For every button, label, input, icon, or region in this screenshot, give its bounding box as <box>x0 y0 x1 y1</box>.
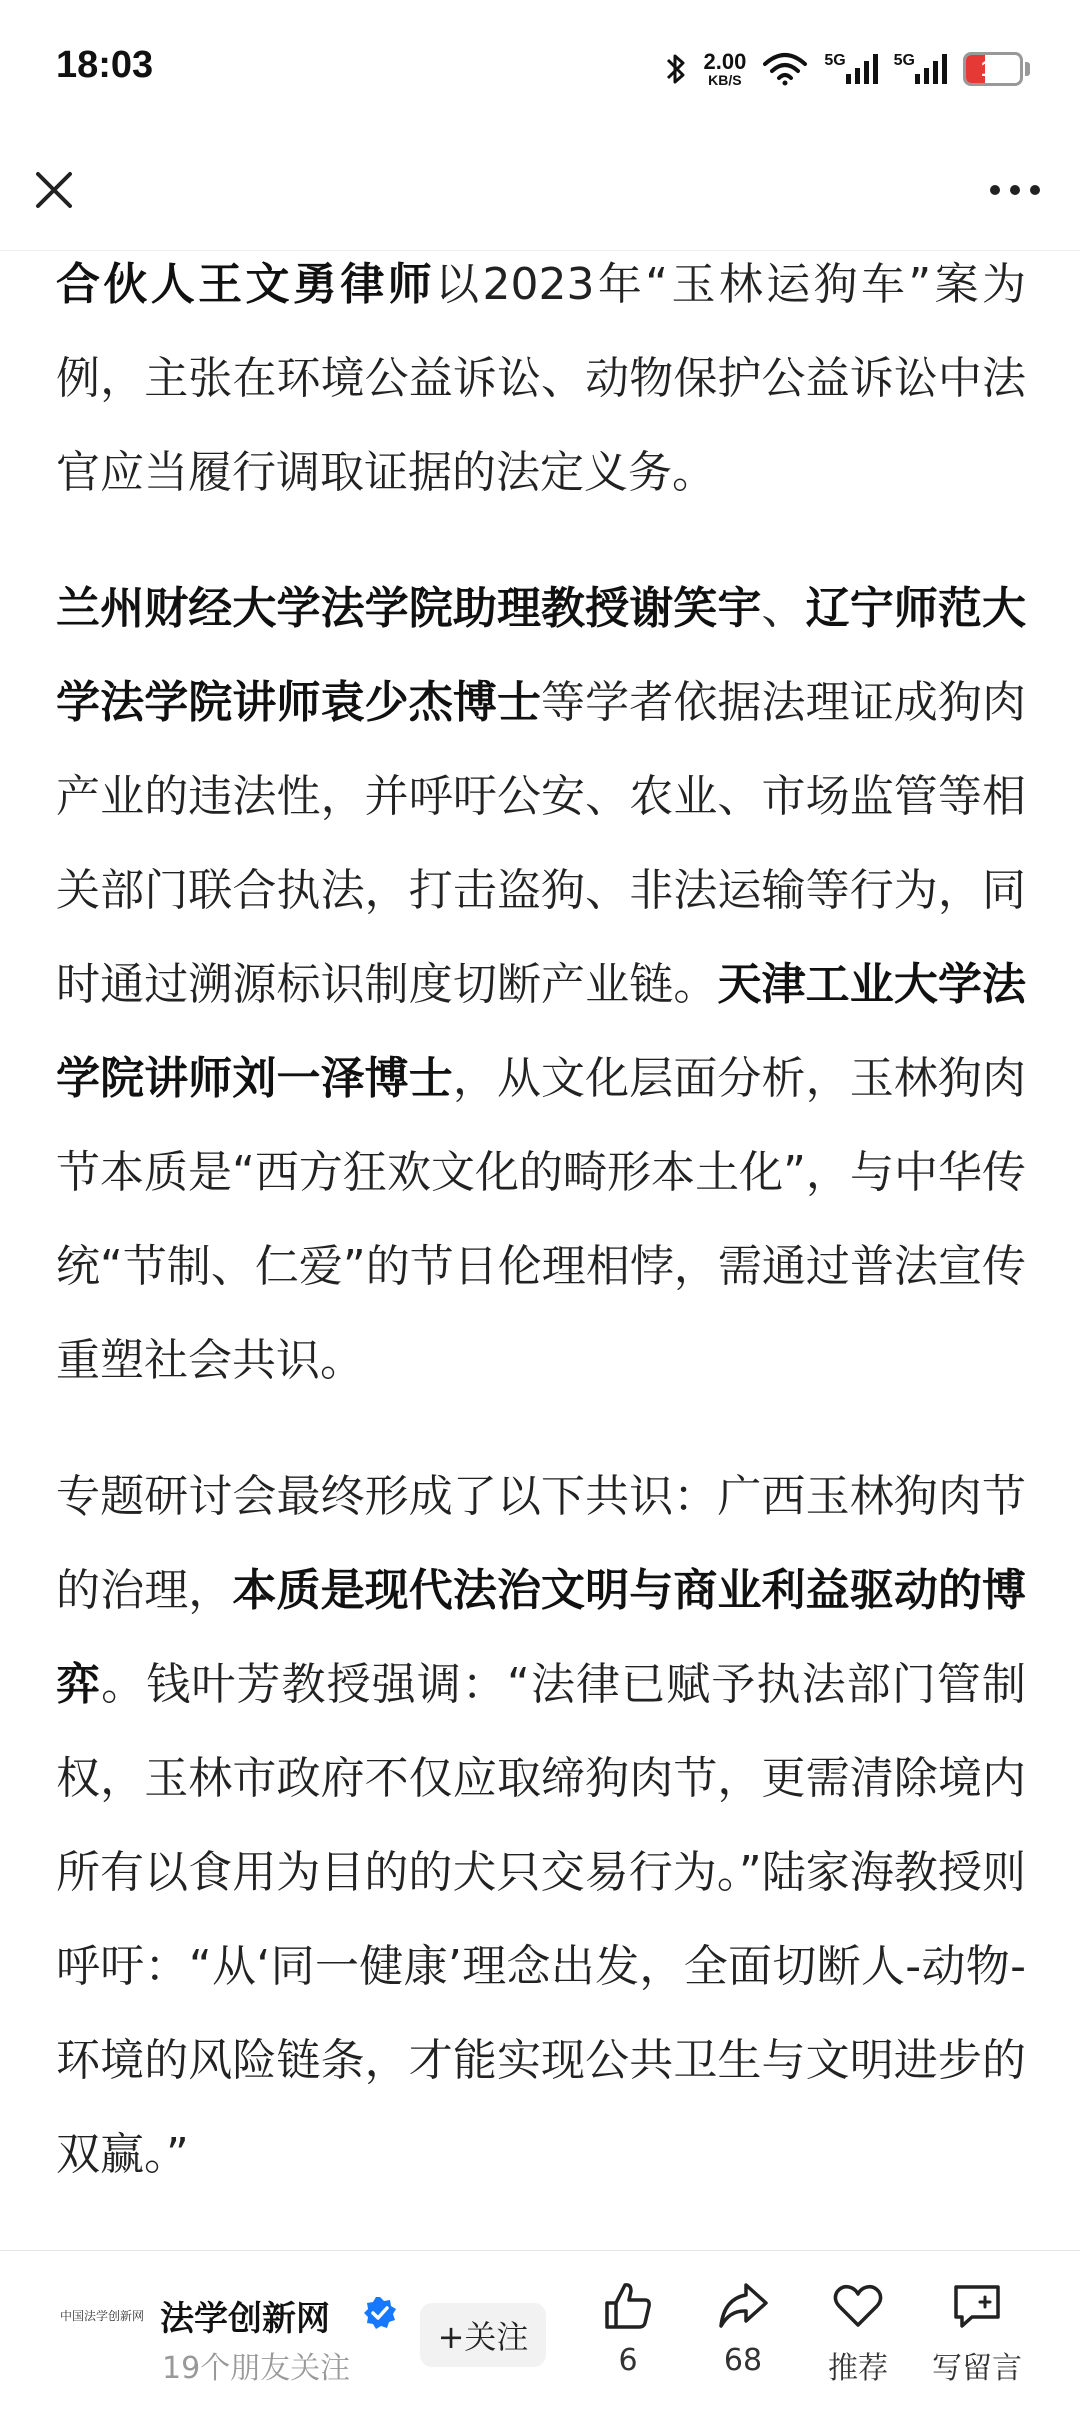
status-time: 18:03 <box>56 44 154 86</box>
paragraph-text: 以2023年“玉林运狗车”案为例，主张在环境公益诉讼、动物保护公益诉讼中法官应当履行调取证据的法定义务。 <box>56 259 1026 498</box>
share-count: 68 <box>723 2343 763 2378</box>
recommend-label: 推荐 <box>828 2351 888 2386</box>
close-button[interactable] <box>26 162 82 218</box>
close-icon <box>34 170 74 210</box>
bold-text: 辽宁师范大学法学院讲师袁少杰博士 <box>56 583 1026 728</box>
signal-5g-icon: 5G <box>824 52 877 86</box>
bold-text: 兰州财经大学法学院助理教授谢笑宇 <box>56 583 762 634</box>
comment-label: 写留言 <box>932 2351 1022 2386</box>
like-button[interactable] <box>573 2279 683 2378</box>
top-bar <box>0 140 1080 251</box>
bold-text: 本质是现代法治文明与商业利益驱动的博弈 <box>56 1565 1026 1710</box>
verified-badge-icon <box>362 2295 398 2331</box>
bottom-action-bar <box>0 2250 1080 2413</box>
wifi-icon <box>762 52 808 86</box>
recommend-button[interactable] <box>803 2279 913 2387</box>
bold-text: 合伙人王文勇律师 <box>56 259 436 310</box>
separator-text: 、 <box>761 583 806 634</box>
paragraph-text: 等学者依据法理证成狗肉产业的违法性，并呼吁公安、农业、市场监管等相关部门联合执法，打击盗狗、非法运输等行为，同时通过溯源标识制度切断产业链。 <box>56 677 1026 1010</box>
share-button[interactable] <box>688 2279 798 2378</box>
account-name[interactable]: 法学创新网 <box>160 2299 330 2339</box>
follow-button[interactable]: +关注 <box>420 2303 546 2367</box>
battery-icon: 12 <box>963 52 1023 86</box>
logo-text: 中国法学创新网 <box>60 2309 145 2323</box>
more-button[interactable] <box>980 162 1050 218</box>
battery-tip <box>1025 62 1030 76</box>
account-logo[interactable] <box>60 2307 150 2337</box>
bluetooth-icon <box>665 51 687 87</box>
like-count: 6 <box>618 2343 638 2378</box>
article-paragraph-3 <box>56 1450 1026 2202</box>
comment-icon <box>950 2279 1004 2333</box>
paragraph-text: 。钱叶芳教授强调：“法律已赋予执法部门管制权，玉林市政府不仅应取缔狗肉节，更需清除境内所有以食用为目的的犬只交易行为。”陆家海教授则呼吁：“从‘同一健康’理念出发，全面切断人-动物-环境的风险链条，才能实现公共卫生与文明进步的双赢。” <box>56 1659 1026 2180</box>
signal-5g-icon-2: 5G <box>894 52 947 86</box>
article-paragraph-2 <box>56 562 1026 1408</box>
status-icons <box>665 44 1030 94</box>
article-body <box>56 250 1026 2240</box>
paragraph-text: ，从文化层面分析，玉林狗肉节本质是“西方狂欢文化的畸形本土化”，与中华传统“节制、仁爱”的节日伦理相悖，需通过普法宣传重塑社会共识。 <box>56 1053 1026 1386</box>
heart-icon <box>831 2279 885 2333</box>
more-icon <box>988 183 1042 197</box>
network-speed: 2.00 KB/S <box>703 49 747 88</box>
status-bar <box>0 0 1080 140</box>
share-icon <box>716 2279 770 2333</box>
comment-button[interactable] <box>922 2279 1032 2387</box>
bold-text: 天津工业大学法学院讲师刘一泽博士 <box>56 959 1026 1104</box>
article-paragraph-1 <box>56 250 1026 520</box>
paragraph-text: 专题研讨会最终形成了以下共识：广西玉林狗肉节的治理， <box>56 1471 1026 1616</box>
friends-following-count: 19个朋友关注 <box>162 2351 351 2386</box>
thumbs-up-icon <box>601 2279 655 2333</box>
